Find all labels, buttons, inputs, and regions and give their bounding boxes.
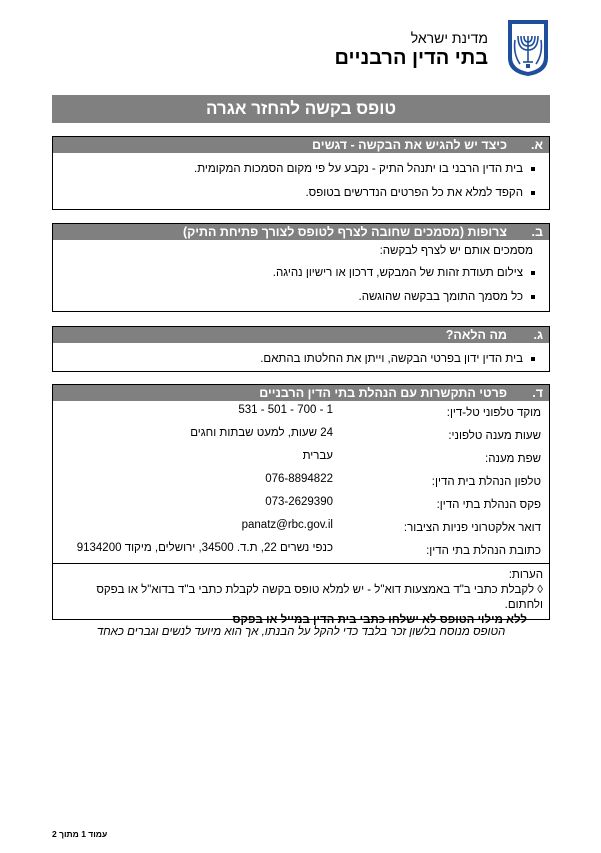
contact-row: [53, 518, 549, 541]
section-a-header: [53, 137, 549, 153]
contact-value: עברית: [302, 450, 333, 462]
notes-block: [53, 563, 549, 628]
section-a-title: כיצד יש להגיש את הבקשה - דגשים: [312, 138, 507, 152]
section-a: [52, 136, 550, 210]
contact-label: מוקד טלפוני טל-דין:: [446, 407, 541, 419]
section-a-letter: א.: [531, 138, 543, 152]
org-name: בתי הדין הרבניים: [334, 47, 488, 69]
section-d-letter: ד.: [532, 386, 543, 400]
contact-row: [53, 495, 549, 518]
contact-label: שעות מענה טלפוני:: [448, 430, 541, 442]
contact-table: [53, 403, 549, 563]
note-item: ◊ לקבלת כתבי ב"ד באמצעות דוא"ל - יש למלא טופס בקשה לקבלת כתבי ב"ד בדוא"ל או בפקס ולחתום.: [96, 584, 543, 611]
list-item: צילום תעודת זהות של המבקש, דרכון או רישיון נהיגה.: [59, 266, 539, 280]
list-item: הקפד למלא את כל הפרטים הנדרשים בטופס.: [59, 186, 539, 200]
contact-row: [53, 426, 549, 449]
section-b: [52, 223, 550, 312]
contact-row: [53, 541, 549, 564]
section-b-intro: מסמכים אותם יש לצרף לבקשה:: [379, 245, 533, 257]
section-d-header: [53, 385, 549, 401]
page-number: עמוד 1 מתוך 2: [52, 829, 108, 839]
contact-value: כנפי נשרים 22, ת.ד. 34500, ירושלים, מיקוד 9134200: [76, 542, 333, 554]
section-b-title: צרופות (מסמכים שחובה לצרף לטופס לצורך פתיחת התיק): [182, 225, 507, 239]
contact-row: [53, 449, 549, 472]
note-bold: ללא מילוי הטופס לא ישלחו כתבי בית הדין במייל או בפקס: [232, 614, 527, 626]
contact-value: 076-8894822: [265, 473, 333, 485]
contact-value: 073-2629390: [265, 496, 333, 508]
state-name: מדינת ישראל: [410, 30, 488, 46]
contact-row: [53, 403, 549, 426]
contact-label: שפת מענה:: [485, 453, 541, 465]
contact-email[interactable]: panatz@rbc.gov.il: [241, 519, 333, 531]
footer-note: הטופס מנוסח בלשון זכר בלבד כדי להקל על הבנתו, אך הוא מיועד לנשים וגברים כאחד: [96, 626, 506, 638]
section-c-title: מה הלאה?: [445, 328, 507, 342]
contact-label: פקס הנהלת בתי הדין:: [436, 499, 541, 511]
contact-label: טלפון הנהלת בית הדין:: [431, 476, 541, 488]
contact-value: 531 - 501 - 700 - 1: [238, 404, 333, 416]
list-item: כל מסמך התומך בבקשה שהוגשה.: [59, 290, 539, 304]
state-emblem-icon: [506, 18, 550, 78]
section-c: [52, 326, 550, 372]
section-c-letter: ג.: [533, 328, 543, 342]
contact-label: דואר אלקטרוני פניות הציבור:: [403, 522, 541, 534]
contact-row: [53, 472, 549, 495]
contact-value: 24 שעות, למעט שבתות וחגים: [190, 427, 333, 439]
diamond-bullet-icon: ◊: [534, 584, 543, 596]
section-b-letter: ב.: [531, 225, 543, 239]
list-item: בית הדין ידון בפרטי הבקשה, וייתן את החלטתו בהתאם.: [59, 352, 539, 366]
list-item: בית הדין הרבני בו יתנהל התיק - נקבע על פי מקום הסמכות המקומית.: [59, 162, 539, 176]
contact-label: כתובת הנהלת בתי הדין:: [426, 545, 541, 557]
section-c-header: [53, 327, 549, 343]
page-header: [52, 14, 550, 84]
section-d-title: פרטי התקשרות עם הנהלת בתי הדין הרבניים: [259, 386, 507, 400]
section-d: [52, 384, 550, 626]
section-b-header: [53, 224, 549, 240]
form-title: טופס בקשה להחזר אגרה: [52, 95, 550, 123]
notes-title: הערות:: [508, 569, 543, 581]
